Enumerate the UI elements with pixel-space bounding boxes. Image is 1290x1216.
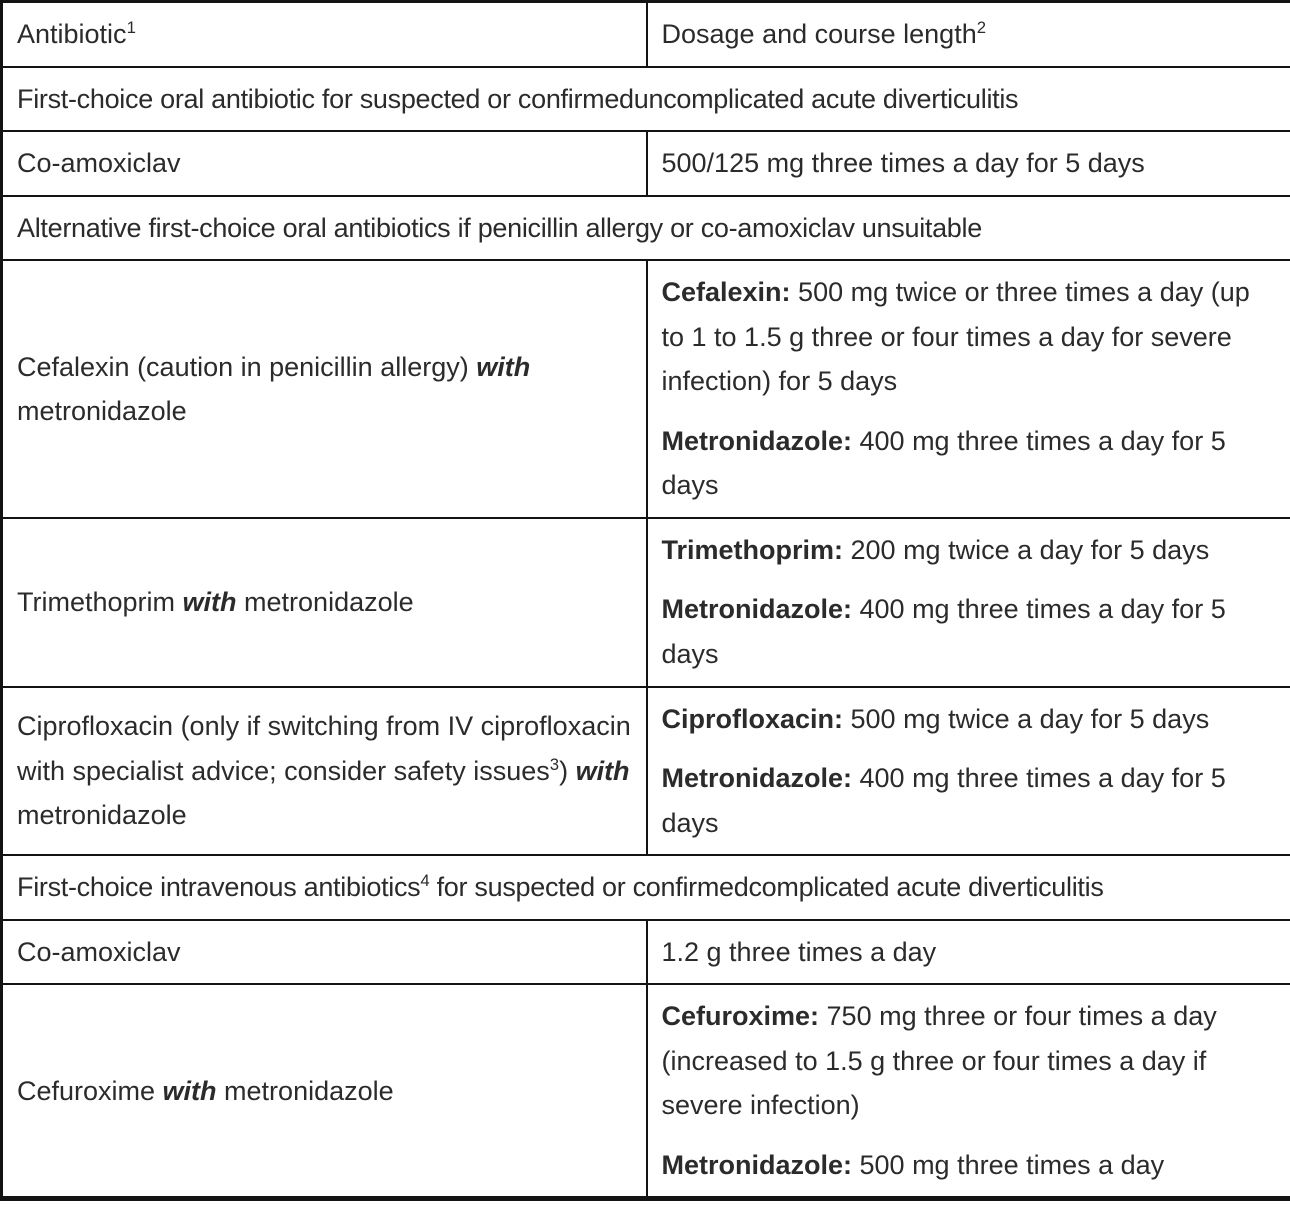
table-row [2,131,1290,196]
paragraph [662,756,1277,845]
paragraph [662,270,1277,404]
text-run: 400 mg three times a day for 5 days [661,425,1226,501]
text-run: 1.2 g three times a day [661,936,937,967]
antibiotic-cell [2,920,647,985]
text-run: Antibiotic [17,19,127,49]
paragraph [17,206,1276,251]
dosage-cell [647,984,1290,1199]
drug-name-label: Cefalexin: [661,277,791,308]
text-run: metronidazole [216,1075,394,1106]
text-run: metronidazole [236,586,414,617]
dosage-cell [647,920,1290,985]
text-run: 500 mg three times a day [852,1149,1165,1180]
text-run: Ciprofloxacin (only if switching from IV ciprofloxacin with specialist advice; consider safety issues [17,711,631,786]
with-connector: with [182,586,237,617]
section-header-cell [2,67,1290,132]
column-header-row [2,2,1290,67]
section-header-row [2,855,1290,920]
with-connector: with [575,755,630,786]
dosage-cell [647,131,1290,196]
drug-name-label: Ciprofloxacin: [661,703,844,734]
text-run: for suspected or confirmedcomplicated acute diverticulitis [429,872,1104,903]
text-run: 500 mg twice or three times a day (up to 1 to 1.5 g three or four times a day for severe infection) for 5 days [661,277,1250,397]
text-run: 400 mg three times a day for 5 days [661,594,1226,670]
dosage-cell [647,260,1290,518]
text-run: 500 mg twice a day for 5 days [843,703,1210,734]
text-run: 200 mg twice a day for 5 days [843,534,1210,565]
text-run: Alternative first-choice oral antibiotics if penicillin allergy or co-amoxiclav unsuitable [17,212,982,243]
dosage-column-header [647,2,1290,67]
antibiotic-cell [2,260,647,518]
table-row [2,920,1290,985]
paragraph [17,141,632,186]
paragraph [662,1143,1277,1188]
superscript-footnote-ref: 3 [549,754,560,774]
table-row [2,687,1290,856]
drug-name-label: Trimethoprim: [661,534,844,565]
text-run: 750 mg three or four times a day (increased to 1.5 g three or four times a day if severe infection) [661,1001,1217,1121]
text-run: Trimethoprim [17,586,183,617]
drug-name-label: Metronidazole: [661,425,853,456]
superscript-footnote-ref: 1 [126,18,136,37]
paragraph [17,704,632,838]
paragraph [662,12,1277,57]
text-run: metronidazole [17,396,187,427]
dosage-cell [647,687,1290,856]
table-row [2,984,1290,1199]
text-run: 400 mg three times a day for 5 days [661,763,1226,838]
table-row [2,518,1290,687]
superscript-footnote-ref: 2 [976,18,987,37]
table-row [2,260,1290,518]
with-connector: with [476,351,531,382]
paragraph [662,419,1277,508]
text-run: First-choice intravenous antibiotics [17,872,421,903]
antibiotic-cell [2,984,647,1199]
antibiotic-cell [2,518,647,687]
text-run: Co-amoxiclav [17,936,181,967]
with-connector: with [162,1075,217,1106]
text-run: 500/125 mg three times a day for 5 days [661,148,1145,179]
paragraph [662,528,1277,573]
drug-name-label: Metronidazole: [661,1149,853,1180]
paragraph [17,930,632,975]
paragraph [662,587,1277,676]
text-run: Cefuroxime [17,1075,163,1106]
paragraph [17,865,1276,910]
drug-name-label: Metronidazole: [661,594,853,625]
paragraph [17,12,632,57]
text-run: metronidazole [17,800,187,831]
section-header-row [2,67,1290,132]
drug-name-label: Cefuroxime: [661,1001,820,1032]
text-run: ) [559,755,576,786]
antibiotic-cell [2,131,647,196]
paragraph [17,345,632,434]
text-run: Co-amoxiclav [17,148,181,179]
text-run: Dosage and course length [661,19,977,49]
section-header-row [2,196,1290,261]
paragraph [17,580,632,625]
text-run: First-choice oral antibiotic for suspected or confirmeduncomplicated acute diverticulitis [17,83,1019,114]
paragraph [662,697,1277,742]
antibiotic-cell [2,687,647,856]
dosage-cell [647,518,1290,687]
antibiotic-column-header [2,2,647,67]
paragraph [662,930,1277,975]
text-run: Cefalexin (caution in penicillin allergy) [17,351,477,382]
section-header-cell [2,196,1290,261]
paragraph [17,1069,632,1114]
superscript-footnote-ref: 4 [420,871,430,891]
paragraph [662,141,1277,186]
paragraph [662,994,1277,1128]
paragraph [17,77,1276,122]
antibiotics-table-body [2,2,1290,1199]
drug-name-label: Metronidazole: [661,763,853,794]
section-header-cell [2,855,1290,920]
